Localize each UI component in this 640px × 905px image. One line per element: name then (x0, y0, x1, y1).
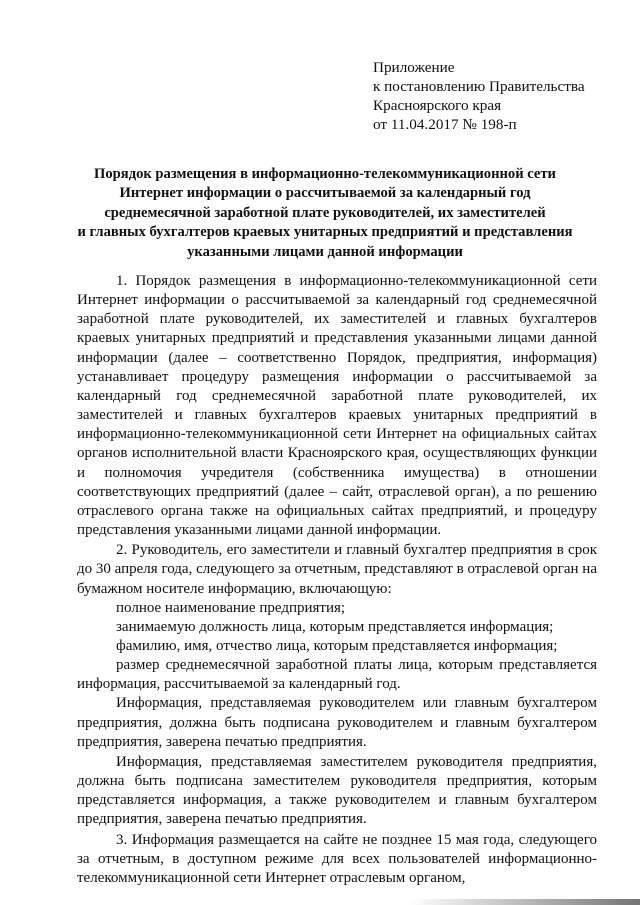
appendix-line: Приложение (373, 59, 455, 76)
list-item: занимаемую должность лица, которым представляется информация; (116, 618, 554, 635)
title-line: и главных бухгалтеров краевых унитарных предприятий и представления (77, 224, 573, 241)
list-item: полное наименование предприятия; (116, 599, 346, 616)
paragraph-4: Информация, представляемая заместителем руководителя предприятия, должна быть подписана заместителем руководителя предприятия, которым представляется информация, а также руководителем и главным бухгалтером предприятия, заверена печатью предприятия. (77, 753, 597, 828)
document-title (60, 165, 590, 262)
title-line: Интернет информации о рассчитываемой за календарный год (119, 185, 531, 202)
appendix-line: Красноярского края (373, 97, 502, 114)
appendix-line: к постановлению Правительства (373, 78, 585, 95)
paragraph-5: 3. Информация размещается на сайте не позднее 15 мая года, следующего за отчетным, в доступном режиме для всех пользователей информационно-телекоммуникационной сети Интернет отраслевым органом, (77, 831, 597, 886)
appendix-date-number: от 11.04.2017 № 198-п (373, 116, 517, 133)
document-body (77, 272, 597, 888)
title-line: Порядок размещения в информационно-телекоммуникационной сети (94, 166, 556, 182)
list-item: размер среднемесячной заработной платы лица, которым представляется информация, рассчитываемой за календарный год. (77, 657, 597, 693)
scan-edge-shadow (410, 899, 640, 905)
paragraph-2: 2. Руководитель, его заместители и главный бухгалтер предприятия в срок до 30 апреля года, следующего за отчетным, представляют в отраслевой орган на бумажном носителе информацию, включающую: (77, 542, 597, 597)
list-item: фамилию, имя, отчество лица, которым представляется информация; (116, 637, 558, 654)
appendix-header (373, 58, 585, 134)
paragraph-1: 1. Порядок размещения в информационно-телекоммуникационной сети Интернет информации о рассчитываемой за календарный год среднемесячной заработной плате руководителей, их заместителей и главных бухгалтеров краевых унитарных предприятий и представления указанными лицами данной информации (далее – соответственно Порядок, предприятия, информация) устанавливает процедуру размещения информации о рассчитываемой за календарный год среднемесячной заработной плате руководителей, их заместителей и главных бухгалтеров краевых унитарных предприятий в информационно-телекоммуникационной сети Интернет на официальных сайтах органов исполнительной власти Красноярского края, осуществляющих функции и полномочия учредителя (собственника имущества) в отношении соответствующих предприятий (далее – сайт, отраслевой орган), а по решению отраслевого органа также на официальных сайтах предприятий, и процедуру представления указанными лицами данной информации. (77, 273, 597, 539)
title-line: указанными лицами данной информации (187, 243, 463, 260)
paragraph-3: Информация, представляемая руководителем или главным бухгалтером предприятия, должна быть подписана руководителем и главным бухгалтером предприятия, заверена печатью предприятия. (77, 695, 597, 750)
title-line: среднемесячной заработной плате руководителей, их заместителей (104, 204, 546, 221)
